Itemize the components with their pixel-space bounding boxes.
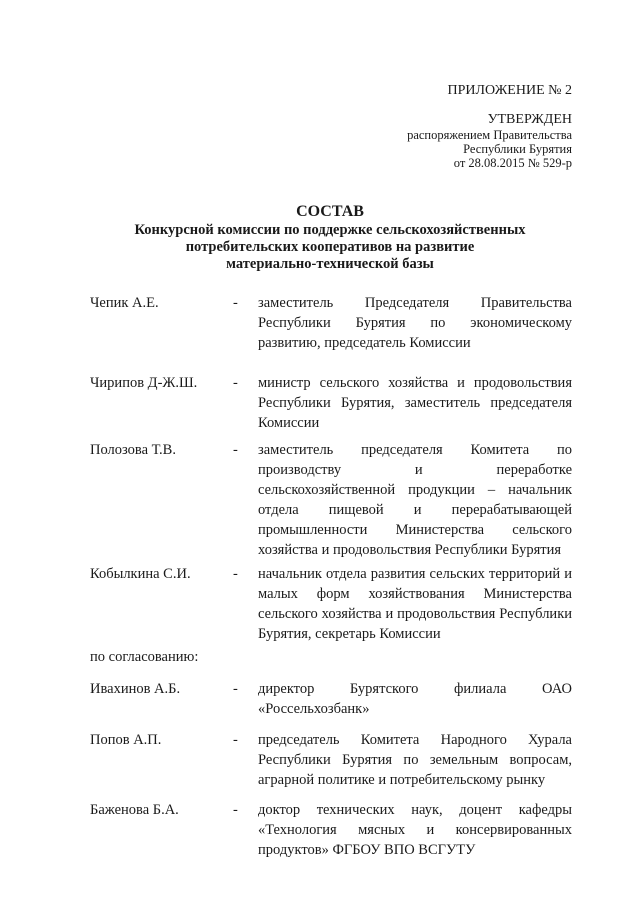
- member-name: Полозова Т.В.: [90, 442, 176, 458]
- agreed-members-list: [90, 679, 572, 860]
- member-role: начальник отдела развития сельских территорий и малых форм хозяйствования Министерства сельского хозяйства и продовольствия Республики Бурятия, секретарь Комиссии: [258, 566, 572, 642]
- member-row: [90, 293, 572, 373]
- commission-members-list: [90, 293, 572, 652]
- member-row: [90, 730, 572, 800]
- agreed-section-label: по согласованию:: [90, 649, 199, 665]
- member-row: [90, 373, 572, 440]
- title-line-3: материально-технической базы: [226, 256, 434, 272]
- approval-header: [407, 82, 572, 170]
- member-role: председатель Комитета Народного Хурала Республики Бурятия по земельным вопросам, аграрной политике и потребительскому рынку: [258, 732, 572, 788]
- order-line-1: распоряжением Правительства: [407, 128, 572, 142]
- member-row: [90, 564, 572, 652]
- member-dash: -: [233, 681, 238, 697]
- member-role: заместитель председателя Комитета по производству и переработке сельскохозяйственной продукции – начальник отдела пищевой и перерабатывающей промышленности Министерства сельского хозяйства и продовольствия Республики Бурятия: [258, 442, 572, 558]
- member-role: заместитель Председателя Правительства Республики Бурятия по экономическому развитию, председатель Комиссии: [258, 295, 572, 351]
- member-name: Баженова Б.А.: [90, 802, 179, 818]
- member-role: директор Бурятского филиала ОАО «Россельхозбанк»: [258, 681, 572, 717]
- member-row: [90, 679, 572, 730]
- member-dash: -: [233, 375, 238, 391]
- title-line-1: Конкурсной комиссии по поддержке сельскохозяйственных: [134, 222, 526, 238]
- title-line-2: потребительских кооперативов на развитие: [185, 239, 475, 255]
- member-name: Попов А.П.: [90, 732, 162, 748]
- member-name: Кобылкина С.И.: [90, 566, 191, 582]
- order-date: от 28.08.2015 № 529-р: [453, 156, 572, 170]
- member-dash: -: [233, 295, 238, 311]
- member-name: Ивахинов А.Б.: [90, 681, 181, 697]
- member-role: доктор технических наук, доцент кафедры «Технология мясных и консервированных продуктов» ФГБОУ ВПО ВСГУТУ: [258, 802, 572, 858]
- member-dash: -: [233, 566, 238, 582]
- approved-label: УТВЕРЖДЕН: [487, 112, 572, 127]
- member-row: [90, 440, 572, 564]
- approval-stamp: [407, 112, 572, 170]
- member-dash: -: [233, 732, 238, 748]
- member-dash: -: [233, 442, 238, 458]
- appendix-number: ПРИЛОЖЕНИЕ № 2: [447, 83, 572, 98]
- document-title: [90, 202, 570, 273]
- member-name: Чирипов Д-Ж.Ш.: [90, 375, 198, 391]
- title-main: СОСТАВ: [296, 203, 364, 220]
- member-name: Чепик А.Е.: [90, 295, 159, 311]
- member-row: [90, 800, 572, 860]
- member-role: министр сельского хозяйства и продовольствия Республики Бурятия, заместитель председателя Комиссии: [258, 375, 572, 431]
- order-line-2: Республики Бурятия: [463, 142, 572, 156]
- member-dash: -: [233, 802, 238, 818]
